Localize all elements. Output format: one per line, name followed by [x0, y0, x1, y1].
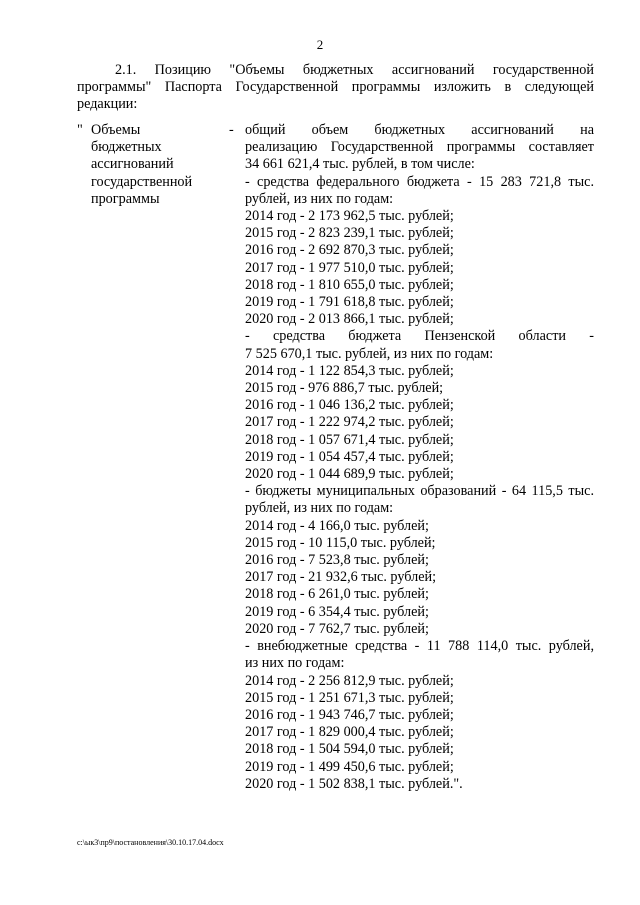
- content-line: 2018 год - 1 810 655,0 тыс. рублей;: [245, 276, 454, 293]
- content-line: 2019 год - 1 791 618,8 тыс. рублей;: [245, 294, 454, 311]
- content-line: 34 661 621,4 тыс. рублей, в том числе:: [245, 156, 475, 173]
- intro-line-3: редакции:: [77, 96, 138, 113]
- content-line: 2015 год - 10 115,0 тыс. рублей;: [245, 534, 436, 551]
- content-line: 2014 год - 4 166,0 тыс. рублей;: [245, 517, 429, 534]
- content-line: 2016 год - 1 046 136,2 тыс. рублей;: [245, 397, 454, 414]
- content-line: - бюджеты муниципальных образований - 64 115,5 тыс.: [245, 483, 594, 500]
- content-line: 2017 год - 1 829 000,4 тыс. рублей;: [245, 724, 454, 741]
- content-line: 2015 год - 1 251 671,3 тыс. рублей;: [245, 689, 454, 706]
- opening-quote-mark: ": [77, 122, 83, 138]
- content-line: 2015 год - 2 823 239,1 тыс. рублей;: [245, 225, 454, 242]
- content-line: 2018 год - 6 261,0 тыс. рублей;: [245, 586, 429, 603]
- content-line: 2020 год - 7 762,7 тыс. рублей;: [245, 620, 429, 637]
- intro-line-2: программы" Паспорта Государственной программы изложить в следующей: [77, 79, 594, 96]
- content-line: - средства бюджета Пензенской области -: [245, 328, 594, 345]
- content-line: 2016 год - 2 692 870,3 тыс. рублей;: [245, 242, 454, 259]
- label-dash: -: [229, 122, 234, 138]
- content-line: 2017 год - 1 222 974,2 тыс. рублей;: [245, 414, 454, 431]
- content-line: 2019 год - 6 354,4 тыс. рублей;: [245, 603, 429, 620]
- content-line: 2020 год - 1 044 689,9 тыс. рублей;: [245, 466, 454, 483]
- content-line: - внебюджетные средства - 11 788 114,0 тыс. рублей,: [245, 638, 594, 655]
- content-line: 2017 год - 1 977 510,0 тыс. рублей;: [245, 259, 454, 276]
- content-line: рублей, из них по годам:: [245, 190, 394, 207]
- content-line: 2019 год - 1 499 450,6 тыс. рублей;: [245, 758, 454, 775]
- content-line: 2016 год - 1 943 746,7 тыс. рублей;: [245, 706, 454, 723]
- content-line: - средства федерального бюджета - 15 283 721,8 тыс.: [245, 173, 594, 190]
- footer-file-path: c:\ык3\пр9\постановления\30.10.17.04.docx: [77, 838, 224, 847]
- content-line: 2014 год - 2 256 812,9 тыс. рублей;: [245, 672, 454, 689]
- intro-line-1: 2.1. Позицию "Объемы бюджетных ассигнований государственной: [115, 62, 594, 78]
- position-label-line: государственной: [91, 173, 193, 190]
- content-line: общий объем бюджетных ассигнований на: [245, 122, 594, 138]
- content-line: из них по годам:: [245, 655, 345, 672]
- content-line: 7 525 670,1 тыс. рублей, из них по годам:: [245, 345, 494, 362]
- position-label-line: бюджетных: [91, 139, 162, 156]
- content-line: 2018 год - 1 504 594,0 тыс. рублей;: [245, 741, 454, 758]
- position-label-line: Объемы: [91, 122, 141, 138]
- content-line: 2018 год - 1 057 671,4 тыс. рублей;: [245, 431, 454, 448]
- position-label-line: ассигнований: [91, 156, 174, 173]
- intro-paragraph: [77, 62, 594, 114]
- content-line: 2019 год - 1 054 457,4 тыс. рублей;: [245, 448, 454, 465]
- content-line: рублей, из них по годам:: [245, 500, 394, 517]
- position-label: [91, 122, 221, 208]
- content-line: 2015 год - 976 886,7 тыс. рублей;: [245, 380, 444, 397]
- content-line: 2014 год - 2 173 962,5 тыс. рублей;: [245, 208, 454, 225]
- content-line: 2014 год - 1 122 854,3 тыс. рублей;: [245, 362, 454, 379]
- page-number: 2: [316, 37, 324, 52]
- position-content: [245, 122, 594, 793]
- content-line: 2020 год - 1 502 838,1 тыс. рублей.".: [245, 775, 463, 792]
- content-line: 2020 год - 2 013 866,1 тыс. рублей;: [245, 311, 454, 328]
- content-line: реализацию Государственной программы составляет: [245, 139, 594, 156]
- content-line: 2017 год - 21 932,6 тыс. рублей;: [245, 569, 437, 586]
- position-label-line: программы: [91, 190, 160, 207]
- content-line: 2016 год - 7 523,8 тыс. рублей;: [245, 552, 429, 569]
